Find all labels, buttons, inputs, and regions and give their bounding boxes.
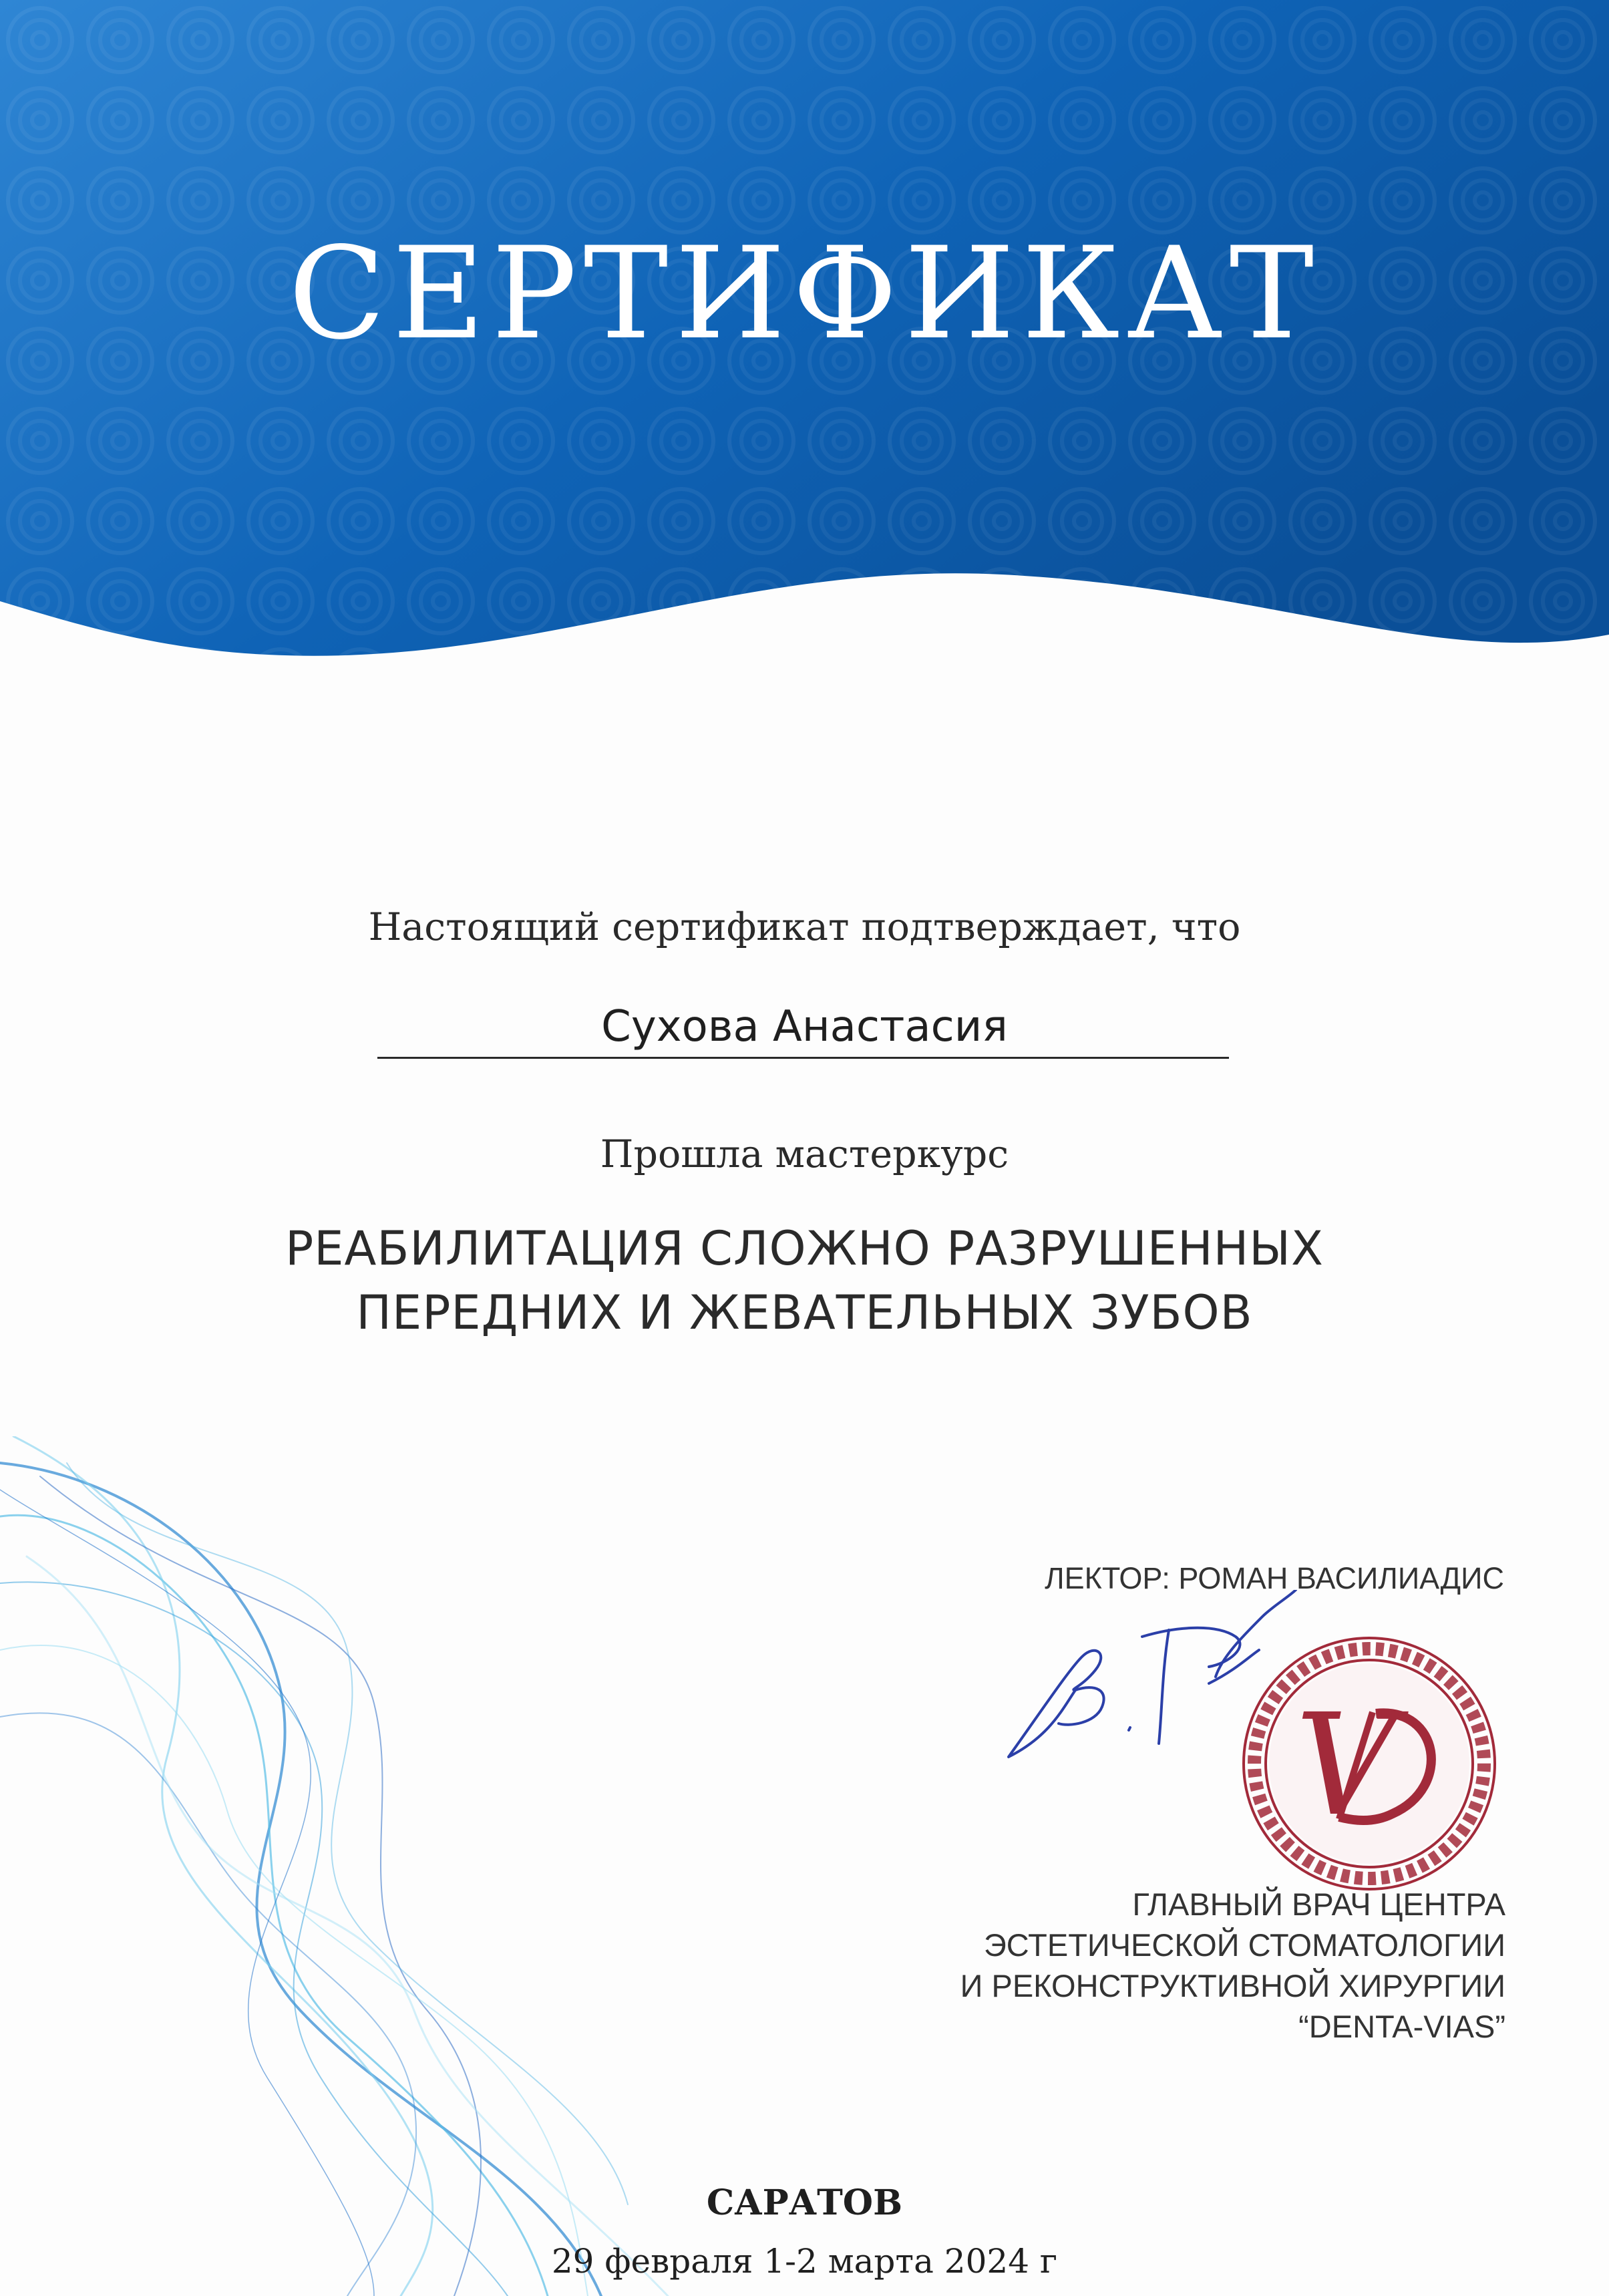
confirmation-text: Настоящий сертификат подтверждает, что xyxy=(368,905,1241,949)
course-dates: 29 февраля 1-2 марта 2024 г xyxy=(551,2242,1058,2281)
decorative-swirl-graphic xyxy=(0,1436,735,2296)
svg-text:V: V xyxy=(1295,1683,1397,1847)
recipient-name: Сухова Анастасия xyxy=(601,1002,1008,1051)
doctor-title xyxy=(838,1884,1505,2047)
course-title-line1: РЕАБИЛИТАЦИЯ СЛОЖНО РАЗРУШЕННЫХ xyxy=(285,1221,1324,1276)
city-label: САРАТОВ xyxy=(706,2182,903,2223)
lector-signature xyxy=(995,1590,1302,1764)
doctor-title-line2: ЭСТЕТИЧЕСКОЙ СТОМАТОЛОГИИ xyxy=(984,1927,1505,1963)
completed-text: Прошла мастеркурс xyxy=(600,1132,1009,1176)
certificate-title: СЕРТИФИКАТ xyxy=(288,220,1321,367)
doctor-title-line3: И РЕКОНСТРУКТИВНОЙ ХИРУРГИИ xyxy=(960,1968,1505,2004)
lector-label: ЛЕКТОР: РОМАН ВАСИЛИАДИС xyxy=(1045,1561,1504,1595)
doctor-title-line1: ГЛАВНЫЙ ВРАЧ ЦЕНТРА xyxy=(1132,1887,1505,1922)
name-underline xyxy=(377,1057,1229,1059)
doctor-title-line4: “DENTA-VIAS” xyxy=(1298,2009,1505,2045)
course-title-line2: ПЕРЕДНИХ И ЖЕВАТЕЛЬНЫХ ЗУБОВ xyxy=(356,1285,1253,1340)
course-title xyxy=(0,1217,1609,1345)
